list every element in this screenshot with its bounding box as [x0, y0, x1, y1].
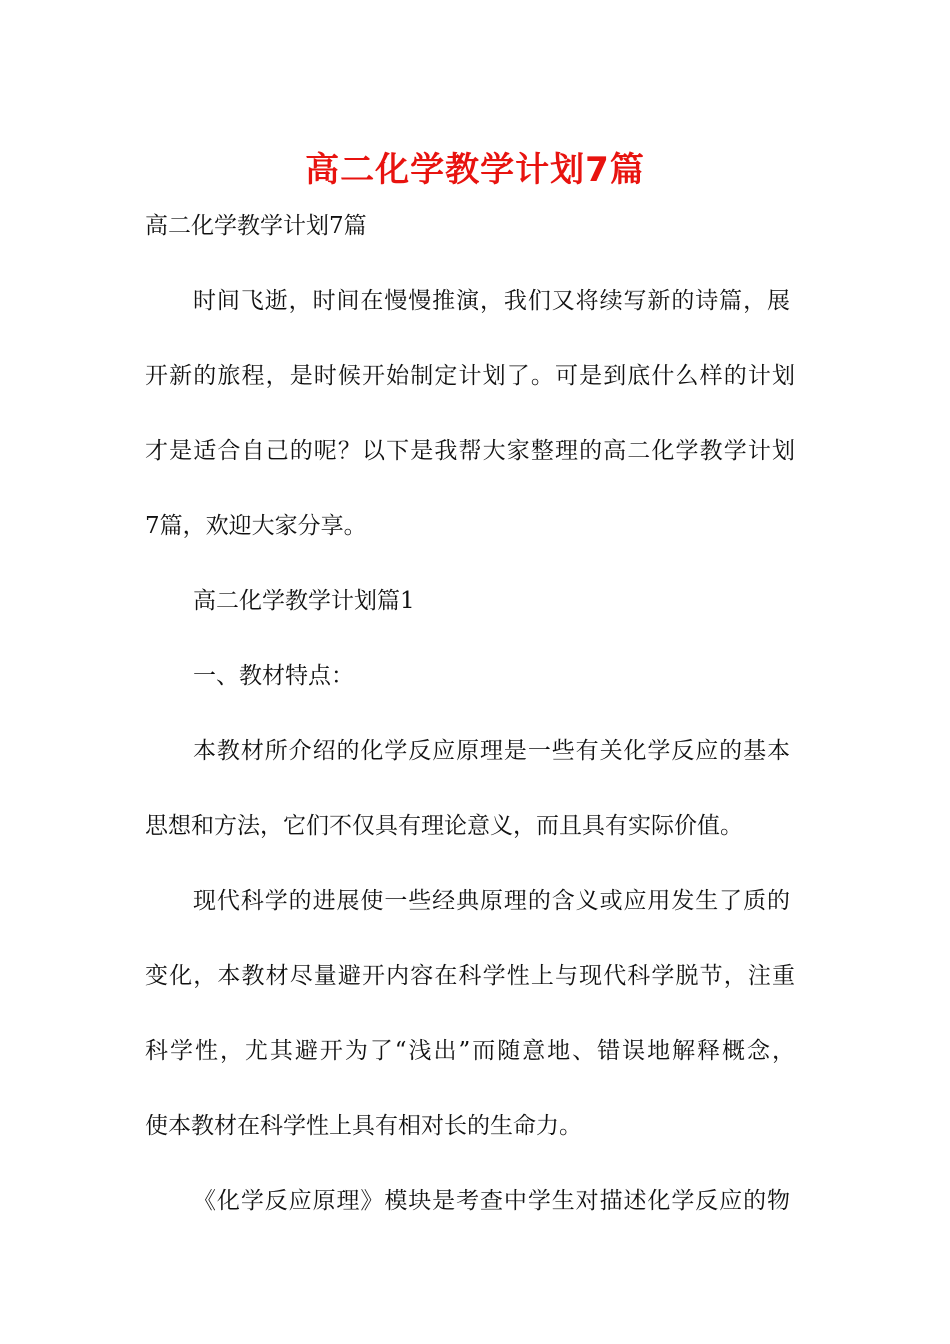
paragraph-line: 7篇，欢迎大家分享。: [145, 513, 367, 539]
paragraph-line: 科学性，尤其避开为了“浅出”而随意地、错误地解释概念，: [145, 1038, 795, 1064]
paragraph-line: 本教材所介绍的化学反应原理是一些有关化学反应的基本: [193, 738, 790, 764]
section-heading: 高二化学教学计划篇1: [193, 588, 415, 614]
document-subtitle: 高二化学教学计划7篇: [145, 213, 367, 239]
paragraph-line: 变化，本教材尽量避开内容在科学性上与现代科学脱节，注重: [145, 963, 795, 989]
paragraph-line: 时间飞逝，时间在慢慢推演，我们又将续写新的诗篇，展: [193, 288, 790, 314]
paragraph-line: 《化学反应原理》模块是考查中学生对描述化学反应的物: [193, 1188, 790, 1214]
paragraph-line: 现代科学的进展使一些经典原理的含义或应用发生了质的: [193, 888, 790, 914]
document-title: 高二化学教学计划7篇: [305, 150, 645, 190]
paragraph-line: 才是适合自己的呢？以下是我帮大家整理的高二化学教学计划: [145, 438, 795, 464]
paragraph-line: 使本教材在科学性上具有相对长的生命力。: [145, 1113, 582, 1139]
paragraph-line: 开新的旅程，是时候开始制定计划了。可是到底什么样的计划: [145, 363, 795, 389]
section-subheading: 一、教材特点：: [193, 663, 354, 689]
paragraph-line: 思想和方法，它们不仅具有理论意义，而且具有实际价值。: [145, 813, 743, 839]
